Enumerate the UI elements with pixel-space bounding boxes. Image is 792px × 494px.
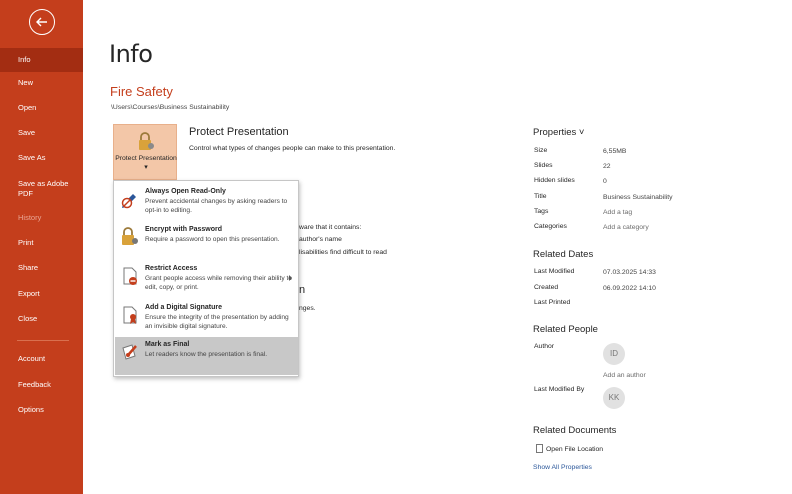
open-file-location-label: Open File Location xyxy=(546,446,604,453)
nav-share[interactable]: Share xyxy=(18,263,39,272)
show-all-properties-link[interactable]: Show All Properties xyxy=(533,464,592,471)
menu-add-digital-signature[interactable] xyxy=(115,300,298,336)
prop-label-slides: Slides xyxy=(534,162,553,169)
back-arrow-icon xyxy=(35,15,49,29)
submenu-arrow-icon xyxy=(289,275,292,281)
prop-label-created: Created xyxy=(534,284,559,291)
nav-new[interactable]: New xyxy=(18,78,34,87)
nav-open[interactable]: Open xyxy=(18,103,37,112)
nav-save[interactable]: Save xyxy=(18,128,36,137)
prop-value-tags[interactable]: Add a tag xyxy=(603,209,633,216)
protect-dropdown-menu xyxy=(113,180,299,377)
inspect-line-1: ware that it contains: xyxy=(299,224,362,231)
prop-value-title[interactable]: Business Sustainability xyxy=(603,194,673,201)
protect-presentation-label: Protect Presentation ▾ xyxy=(115,155,177,171)
menu-item-desc: Let readers know the presentation is final. xyxy=(145,351,268,358)
menu-always-open-read-only[interactable] xyxy=(115,184,298,222)
menu-item-desc: Prevent accidental changes by asking readers to opt-in to editing. xyxy=(145,198,288,214)
prop-label-last-modified-by: Last Modified By xyxy=(534,386,585,393)
document-path: \Users\Courses\Business Sustainability xyxy=(111,104,230,111)
prop-value-size: 6,55MB xyxy=(603,148,627,155)
nav-feedback[interactable]: Feedback xyxy=(18,380,51,389)
prop-value-hidden-slides: 0 xyxy=(603,178,607,185)
properties-header[interactable]: Properties ˅ xyxy=(533,127,585,138)
prop-label-author: Author xyxy=(534,343,555,350)
nav-save-as-adobe-pdf[interactable]: Save as Adobe PDF xyxy=(18,179,69,198)
menu-item-title: Encrypt with Password xyxy=(145,226,223,233)
menu-item-desc: Grant people access while removing their ability to edit, copy, or print. xyxy=(145,275,292,291)
prop-label-size: Size xyxy=(534,147,548,154)
lock-key-icon xyxy=(136,131,156,153)
prop-label-categories: Categories xyxy=(534,223,567,230)
versions-desc-fragment: nges. xyxy=(299,305,316,312)
menu-mark-as-final[interactable] xyxy=(115,337,298,375)
prop-label-tags: Tags xyxy=(534,208,549,215)
lock-icon xyxy=(120,227,140,247)
protect-presentation-button[interactable] xyxy=(113,124,177,180)
related-documents-header: Related Documents xyxy=(533,425,617,436)
menu-encrypt-with-password[interactable] xyxy=(115,222,298,261)
prop-label-hidden-slides: Hidden slides xyxy=(534,177,575,184)
pencil-no-icon xyxy=(120,189,140,209)
nav-close[interactable]: Close xyxy=(18,314,38,323)
last-modified-by-avatar[interactable]: KK xyxy=(603,387,625,409)
nav-history: History xyxy=(18,213,42,222)
author-avatar[interactable]: ID xyxy=(603,343,625,365)
mark-final-icon xyxy=(120,342,140,362)
document-name: Fire Safety xyxy=(110,84,173,99)
backstage-sidebar xyxy=(0,0,83,494)
nav-export[interactable]: Export xyxy=(18,289,40,298)
menu-item-title: Mark as Final xyxy=(145,341,190,348)
menu-restrict-access[interactable] xyxy=(115,261,298,300)
nav-options[interactable]: Options xyxy=(18,405,44,414)
related-dates-header: Related Dates xyxy=(533,249,594,260)
nav-print[interactable]: Print xyxy=(18,238,34,247)
add-author-link[interactable]: Add an author xyxy=(603,372,646,379)
menu-item-title: Add a Digital Signature xyxy=(145,304,223,311)
prop-label-title: Title xyxy=(534,193,547,200)
menu-item-desc: Ensure the integrity of the presentation by adding an invisible digital signature. xyxy=(145,314,289,330)
versions-title-fragment: n xyxy=(299,284,306,296)
document-icon xyxy=(536,444,543,453)
restrict-document-icon xyxy=(120,266,140,286)
back-button[interactable] xyxy=(29,9,55,35)
menu-item-title: Restrict Access xyxy=(145,265,198,272)
menu-item-title: Always Open Read-Only xyxy=(145,188,226,195)
nav-divider xyxy=(17,340,69,341)
prop-value-created: 06.09.2022 14:10 xyxy=(603,285,656,292)
prop-value-slides: 22 xyxy=(603,163,611,170)
prop-label-last-modified: Last Modified xyxy=(534,268,575,275)
protect-section-title: Protect Presentation xyxy=(189,126,289,138)
prop-value-last-modified: 07.03.2025 14:33 xyxy=(603,269,656,276)
inspect-line-3: lisabilities find difficult to read xyxy=(299,249,387,256)
nav-save-as[interactable]: Save As xyxy=(18,153,46,162)
signature-ribbon-icon xyxy=(120,305,140,325)
inspect-line-2: author's name xyxy=(299,236,342,243)
nav-account[interactable]: Account xyxy=(18,354,46,363)
prop-label-last-printed: Last Printed xyxy=(534,299,571,306)
related-people-header: Related People xyxy=(533,324,598,335)
protect-section-desc: Control what types of changes people can make to this presentation. xyxy=(189,145,396,152)
open-file-location-link[interactable] xyxy=(536,444,603,453)
page-title: Info xyxy=(109,40,153,68)
menu-item-desc: Require a password to open this presentation. xyxy=(145,236,280,243)
nav-info[interactable]: Info xyxy=(0,48,83,72)
prop-value-categories[interactable]: Add a category xyxy=(603,224,649,231)
